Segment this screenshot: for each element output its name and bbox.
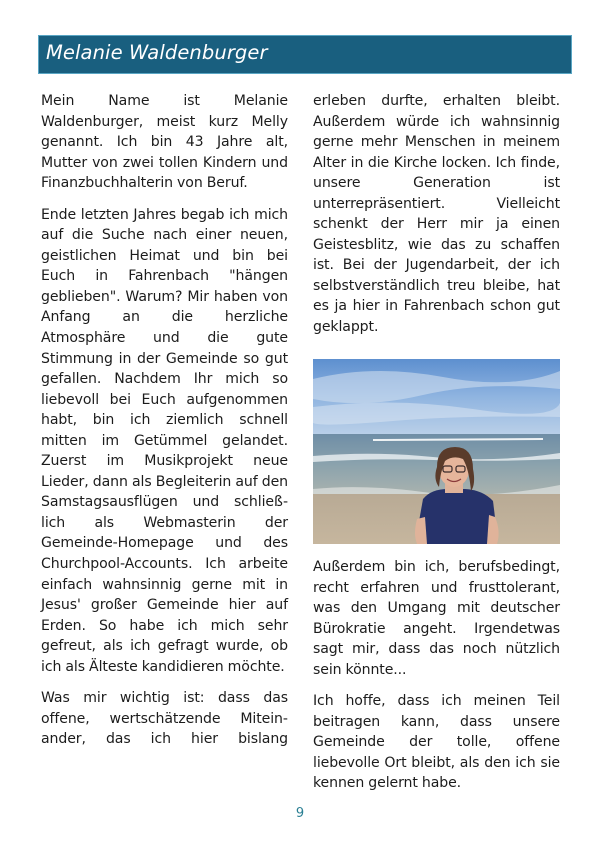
paragraph-story: Ende letzten Jahres begab ich mich auf die Suche nach einer neuen, geistlichen Heimat und bin bei Euch in Fahrenbach "hängen geblieben". Warum? Mir haben von Anfang an die herzliche Atmosphäre und die gute Stimmung in der Gemeinde so gut gefallen. Nachdem Ihr mich so liebevoll bei Euch aufgenommen habt, bin ich ziemlich schnell mitten im Getümmel gelandet. Zuerst im Musikprojekt neue Lieder, dann als Begleiterin auf den Samstagsausflügen und schließ-lich als Webmasterin der Gemeinde-Homepage und des Churchpool-Accounts. Ich arbeite einfach wahnsinnig gerne mit in Jesus' großer Gemeinde hier auf Erden. So habe ich mich sehr gefreut, als ich gefragt wurde, ob ich als Älteste kandidieren möchte. [41,206,288,675]
header-bar [38,35,572,74]
beach-portrait-image [313,359,560,544]
sea [313,434,560,494]
right-column-bottom [313,557,560,805]
paragraph-closing: Ich hoffe, dass ich meinen Teil beitragen kann, dass unsere Gemeinde der tolle, offene liebevolle Ort bleibt, als den ich sie kennen gelernt habe. [313,693,560,792]
paragraph-bureaucracy: Außerdem bin ich, berufsbedingt, recht erfahren und frusttolerant, was den Umgang mit deutscher Bürokratie angeht. Irgendetwas sagt mir, dass das noch nützlich sein könnte... [313,559,560,678]
paragraph-values: Was mir wichtig ist: dass das offene, wertschätzende Miteinander, das ich hier bislang [41,690,288,748]
right-column-top [313,91,560,349]
paragraph-intro: Mein Name ist Melanie Waldenburger, meist kurz Melly genannt. Ich bin 43 Jahre alt, Mutter von zwei tollen Kindern und Finanzbuchhalterin von Beruf. [41,93,288,192]
paragraph-values-continued: erleben durfte, erhalten bleibt. Außerdem würde ich wahnsinnig gerne mehr Menschen in meinem Alter in die Kirche locken. Ich finde, unsere Generation ist unterrepräsentiert. Vielleicht schenkt der Herr mir ja einen Geistesblitz, wie das zu schaffen ist. Bei der Jugendarbeit, der ich selbstverständlich treu bleibe, hat es ja hier in Fahrenbach schon gut geklappt. [313,93,560,336]
page-number: 9 [295,806,305,821]
article-title: Melanie Waldenburger [46,41,268,64]
left-column [41,91,288,761]
portrait-photo [313,359,560,544]
